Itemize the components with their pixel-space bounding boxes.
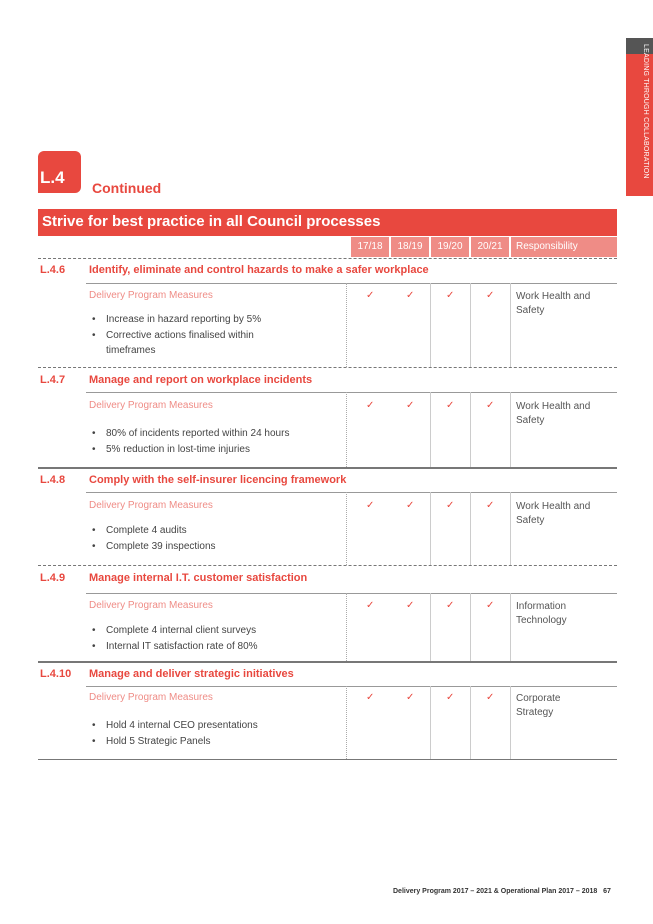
check-icon: ✓ [366, 290, 375, 301]
check-icon: ✓ [366, 500, 375, 511]
list-item: • Complete 39 inspections [92, 541, 216, 552]
column-separator [510, 283, 511, 367]
objective-title: Strive for best practice in all Council processes [42, 213, 381, 230]
list-item: • Hold 5 Strategic Panels [92, 736, 211, 747]
divider [38, 367, 617, 368]
check-icon: ✓ [446, 400, 455, 411]
column-separator [470, 492, 471, 565]
responsibility-line: Work Health and [516, 501, 591, 512]
measure-label: Delivery Program Measures [89, 692, 213, 703]
divider [86, 593, 617, 594]
measure-label: Delivery Program Measures [89, 500, 213, 511]
column-separator [430, 686, 431, 759]
section-title: Manage and report on workplace incidents [89, 374, 313, 386]
column-separator [510, 593, 511, 661]
list-item: • 5% reduction in lost-time injuries [92, 444, 250, 455]
column-separator [430, 392, 431, 467]
col-header-2021: 20/21 [471, 237, 509, 257]
column-separator [470, 392, 471, 467]
check-icon: ✓ [406, 500, 415, 511]
check-icon: ✓ [366, 600, 375, 611]
check-icon: ✓ [486, 600, 495, 611]
column-separator [346, 283, 347, 367]
check-icon: ✓ [486, 692, 495, 703]
column-separator [430, 283, 431, 367]
list-item-text: Complete 4 audits [106, 525, 187, 536]
section-badge [38, 151, 81, 193]
column-separator [470, 686, 471, 759]
responsibility-line: Information [516, 601, 567, 612]
list-item: • Complete 4 internal client surveys [92, 625, 257, 636]
list-item-text: Hold 4 internal CEO presentations [106, 720, 258, 731]
check-icon: ✓ [486, 400, 495, 411]
section-title: Manage and deliver strategic initiatives [89, 668, 294, 680]
responsibility-line: Safety [516, 305, 545, 316]
column-separator [430, 593, 431, 661]
list-item: • Corrective actions finalised within [92, 330, 254, 341]
divider [86, 283, 617, 284]
page-number: 67 [603, 888, 611, 895]
check-icon: ✓ [406, 692, 415, 703]
column-separator [510, 686, 511, 759]
col-header-responsibility: Responsibility [511, 237, 617, 257]
column-separator [430, 492, 431, 565]
list-item: • Complete 4 audits [92, 525, 187, 536]
responsibility-line: Safety [516, 515, 545, 526]
divider [38, 467, 617, 469]
col-header-1718: 17/18 [351, 237, 389, 257]
responsibility-line: Corporate [516, 693, 561, 704]
column-separator [510, 492, 511, 565]
list-item-text: Complete 39 inspections [106, 541, 216, 552]
column-separator [510, 392, 511, 467]
column-separator [346, 686, 347, 759]
responsibility [516, 500, 616, 528]
measure-label: Delivery Program Measures [89, 600, 213, 611]
section-title: Comply with the self-insurer licencing framework [89, 474, 347, 486]
responsibility-line: Technology [516, 615, 567, 626]
list-item-text: 80% of incidents reported within 24 hours [106, 428, 290, 439]
section-title: Identify, eliminate and control hazards to make a safer workplace [89, 264, 429, 276]
objective-banner [38, 209, 617, 236]
col-header-1819: 18/19 [391, 237, 429, 257]
list-item-text: Complete 4 internal client surveys [106, 625, 257, 636]
list-item-text: Corrective actions finalised within [106, 330, 254, 341]
section-number: L.4.9 [40, 572, 66, 584]
footer-text: Delivery Program 2017 – 2021 & Operational Plan 2017 – 2018 [393, 888, 598, 895]
check-icon: ✓ [446, 692, 455, 703]
list-item: • Increase in hazard reporting by 5% [92, 314, 262, 325]
list-item-text: Increase in hazard reporting by 5% [106, 314, 262, 325]
side-tab [626, 38, 653, 196]
section-number: L.4.6 [40, 264, 66, 276]
divider [86, 686, 617, 687]
check-icon: ✓ [486, 500, 495, 511]
check-icon: ✓ [486, 290, 495, 301]
col-header-1920: 19/20 [431, 237, 469, 257]
check-icon: ✓ [406, 400, 415, 411]
section-badge-label: L.4 [40, 168, 65, 187]
divider [38, 565, 617, 566]
column-separator [470, 593, 471, 661]
divider [86, 392, 617, 393]
responsibility [516, 600, 616, 628]
responsibility [516, 290, 616, 318]
check-icon: ✓ [406, 600, 415, 611]
check-icon: ✓ [406, 290, 415, 301]
divider [86, 492, 617, 493]
responsibility-line: Safety [516, 415, 545, 426]
list-item-text: Hold 5 Strategic Panels [106, 736, 211, 747]
measure-label: Delivery Program Measures [89, 400, 213, 411]
list-item-text: 5% reduction in lost-time injuries [106, 444, 250, 455]
column-separator [346, 593, 347, 661]
divider [38, 258, 617, 259]
list-item: • 80% of incidents reported within 24 hours [92, 428, 290, 439]
column-separator [346, 492, 347, 565]
check-icon: ✓ [446, 290, 455, 301]
column-separator [470, 283, 471, 367]
list-item: • Hold 4 internal CEO presentations [92, 720, 258, 731]
divider [38, 661, 617, 663]
side-tab-label: LEADING THROUGH COLLABORATION [642, 44, 649, 179]
column-separator [346, 392, 347, 467]
check-icon: ✓ [366, 400, 375, 411]
list-item-text: Internal IT satisfaction rate of 80% [106, 641, 258, 652]
list-item: • Internal IT satisfaction rate of 80% [92, 641, 258, 652]
section-number: L.4.8 [40, 474, 66, 486]
list-item-continuation: timeframes [106, 345, 156, 356]
responsibility-line: Strategy [516, 707, 554, 718]
section-number: L.4.10 [40, 668, 72, 680]
responsibility [516, 400, 616, 428]
responsibility-line: Work Health and [516, 401, 591, 412]
measure-label: Delivery Program Measures [89, 290, 213, 301]
responsibility [516, 692, 616, 720]
section-title: Manage internal I.T. customer satisfaction [89, 572, 308, 584]
check-icon: ✓ [446, 500, 455, 511]
page-footer [393, 888, 611, 895]
check-icon: ✓ [366, 692, 375, 703]
responsibility-line: Work Health and [516, 291, 591, 302]
continued-heading: Continued [92, 180, 162, 196]
section-number: L.4.7 [40, 374, 66, 386]
check-icon: ✓ [446, 600, 455, 611]
divider [38, 759, 617, 760]
